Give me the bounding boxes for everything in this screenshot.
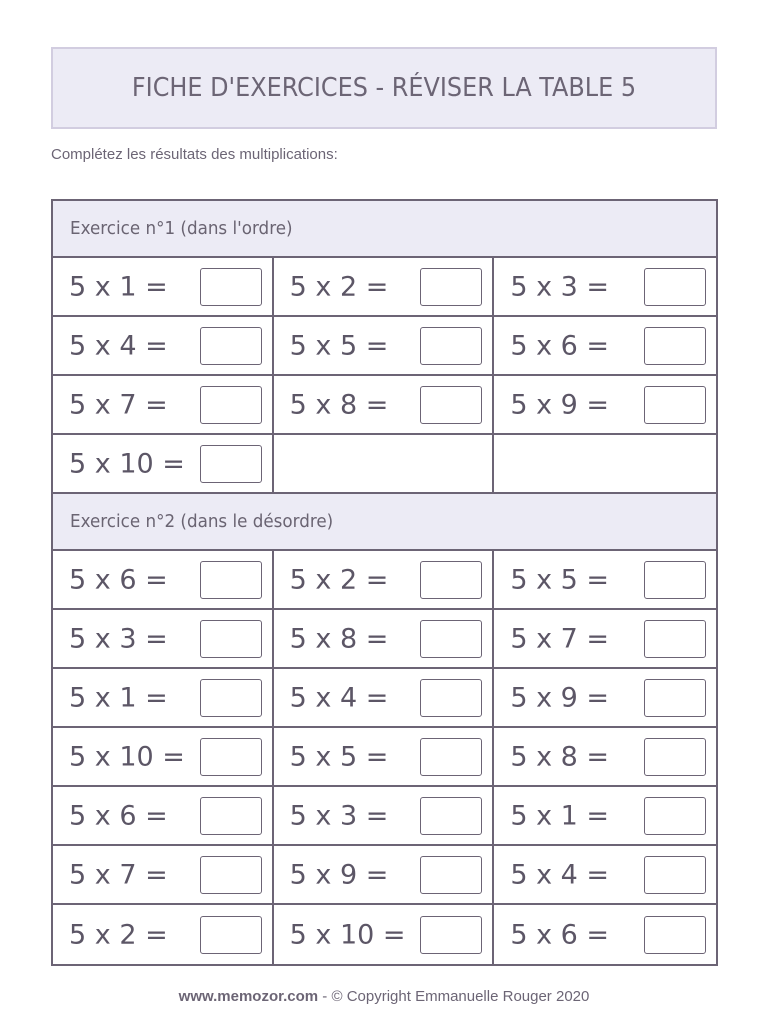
answer-box[interactable] bbox=[644, 386, 706, 424]
exercise-cell bbox=[274, 317, 495, 374]
answer-box[interactable] bbox=[420, 916, 482, 954]
multiplication-expression: 5 x 4 = bbox=[510, 859, 610, 890]
answer-box[interactable] bbox=[200, 386, 262, 424]
multiplication-expression: 5 x 5 = bbox=[289, 330, 389, 361]
answer-box[interactable] bbox=[200, 916, 262, 954]
exercise-row bbox=[53, 317, 716, 376]
exercise-cell bbox=[494, 669, 716, 726]
title-banner bbox=[51, 47, 717, 129]
multiplication-expression: 5 x 6 = bbox=[69, 800, 168, 831]
answer-box[interactable] bbox=[420, 268, 482, 306]
exercise-cell bbox=[494, 376, 716, 433]
exercise-cell bbox=[53, 787, 274, 844]
footer bbox=[0, 988, 768, 1005]
multiplication-expression: 5 x 4 = bbox=[289, 682, 389, 713]
empty-cell bbox=[494, 435, 716, 492]
answer-box[interactable] bbox=[200, 620, 262, 658]
answer-box[interactable] bbox=[644, 797, 706, 835]
section-heading-2 bbox=[53, 494, 716, 551]
multiplication-expression: 5 x 8 = bbox=[289, 389, 389, 420]
exercise-cell bbox=[53, 728, 274, 785]
exercise-cell bbox=[53, 376, 274, 433]
exercise-row bbox=[53, 846, 716, 905]
exercise-row bbox=[53, 610, 716, 669]
exercise-cell bbox=[274, 551, 495, 608]
exercise-grid bbox=[51, 199, 718, 966]
multiplication-expression: 5 x 2 = bbox=[69, 919, 168, 950]
answer-box[interactable] bbox=[200, 856, 262, 894]
multiplication-expression: 5 x 6 = bbox=[510, 330, 610, 361]
multiplication-expression: 5 x 9 = bbox=[289, 859, 389, 890]
exercise-cell bbox=[274, 669, 495, 726]
exercise-cell bbox=[274, 258, 495, 315]
exercise-cell bbox=[494, 610, 716, 667]
exercise-cell bbox=[494, 846, 716, 903]
answer-box[interactable] bbox=[420, 620, 482, 658]
footer-separator: - bbox=[318, 988, 332, 1005]
exercise-cell bbox=[53, 551, 274, 608]
answer-box[interactable] bbox=[420, 679, 482, 717]
instructions-text: Complétez les résultats des multiplications: bbox=[51, 146, 338, 163]
answer-box[interactable] bbox=[644, 679, 706, 717]
exercise-row bbox=[53, 787, 716, 846]
multiplication-expression: 5 x 6 = bbox=[69, 564, 168, 595]
answer-box[interactable] bbox=[644, 268, 706, 306]
multiplication-expression: 5 x 5 = bbox=[510, 564, 610, 595]
section-heading-label: Exercice n°2 (dans le désordre) bbox=[70, 511, 334, 532]
answer-box[interactable] bbox=[200, 561, 262, 599]
answer-box[interactable] bbox=[644, 738, 706, 776]
answer-box[interactable] bbox=[200, 268, 262, 306]
exercise-cell bbox=[274, 728, 495, 785]
exercise-row bbox=[53, 669, 716, 728]
answer-box[interactable] bbox=[644, 327, 706, 365]
exercise-cell bbox=[274, 905, 495, 964]
multiplication-expression: 5 x 1 = bbox=[69, 682, 168, 713]
exercise-row bbox=[53, 905, 716, 964]
exercise-cell bbox=[494, 905, 716, 964]
exercise-cell bbox=[274, 846, 495, 903]
exercise-cell bbox=[53, 846, 274, 903]
exercise-cell bbox=[274, 610, 495, 667]
answer-box[interactable] bbox=[200, 679, 262, 717]
empty-cell bbox=[274, 435, 495, 492]
multiplication-expression: 5 x 3 = bbox=[510, 271, 610, 302]
exercise-cell bbox=[53, 905, 274, 964]
multiplication-expression: 5 x 10 = bbox=[69, 448, 185, 479]
multiplication-expression: 5 x 5 = bbox=[289, 741, 389, 772]
multiplication-expression: 5 x 3 = bbox=[69, 623, 168, 654]
exercise-cell bbox=[494, 258, 716, 315]
multiplication-expression: 5 x 7 = bbox=[69, 859, 168, 890]
answer-box[interactable] bbox=[420, 797, 482, 835]
exercise-cell bbox=[494, 551, 716, 608]
exercise-row bbox=[53, 258, 716, 317]
multiplication-expression: 5 x 2 = bbox=[289, 271, 389, 302]
exercise-cell bbox=[53, 317, 274, 374]
exercise-cell bbox=[494, 728, 716, 785]
exercise-row bbox=[53, 728, 716, 787]
answer-box[interactable] bbox=[644, 916, 706, 954]
answer-box[interactable] bbox=[420, 856, 482, 894]
multiplication-expression: 5 x 7 = bbox=[69, 389, 168, 420]
answer-box[interactable] bbox=[200, 445, 262, 483]
answer-box[interactable] bbox=[420, 738, 482, 776]
multiplication-expression: 5 x 10 = bbox=[69, 741, 185, 772]
answer-box[interactable] bbox=[644, 561, 706, 599]
multiplication-expression: 5 x 3 = bbox=[289, 800, 389, 831]
exercise-cell bbox=[53, 669, 274, 726]
multiplication-expression: 5 x 6 = bbox=[510, 919, 610, 950]
exercise-row bbox=[53, 435, 716, 494]
answer-box[interactable] bbox=[200, 797, 262, 835]
footer-site: www.memozor.com bbox=[178, 988, 319, 1005]
multiplication-expression: 5 x 9 = bbox=[510, 389, 610, 420]
answer-box[interactable] bbox=[644, 856, 706, 894]
multiplication-expression: 5 x 8 = bbox=[289, 623, 389, 654]
multiplication-expression: 5 x 9 = bbox=[510, 682, 610, 713]
answer-box[interactable] bbox=[420, 327, 482, 365]
multiplication-expression: 5 x 1 = bbox=[510, 800, 610, 831]
multiplication-expression: 5 x 10 = bbox=[289, 919, 406, 950]
exercise-cell bbox=[494, 787, 716, 844]
exercise-row bbox=[53, 376, 716, 435]
exercise-row bbox=[53, 551, 716, 610]
answer-box[interactable] bbox=[200, 738, 262, 776]
page-title: FICHE D'EXERCICES - RÉVISER LA TABLE 5 bbox=[131, 73, 637, 103]
exercise-cell bbox=[274, 787, 495, 844]
answer-box[interactable] bbox=[200, 327, 262, 365]
multiplication-expression: 5 x 2 = bbox=[289, 564, 389, 595]
answer-box[interactable] bbox=[644, 620, 706, 658]
exercise-cell bbox=[53, 258, 274, 315]
multiplication-expression: 5 x 7 = bbox=[510, 623, 610, 654]
multiplication-expression: 5 x 4 = bbox=[69, 330, 168, 361]
footer-copyright: © Copyright Emmanuelle Rouger 2020 bbox=[331, 988, 590, 1005]
section-heading-1 bbox=[53, 201, 716, 258]
exercise-cell bbox=[53, 435, 274, 492]
exercise-cell bbox=[53, 610, 274, 667]
multiplication-expression: 5 x 1 = bbox=[69, 271, 168, 302]
answer-box[interactable] bbox=[420, 386, 482, 424]
multiplication-expression: 5 x 8 = bbox=[510, 741, 610, 772]
exercise-cell bbox=[494, 317, 716, 374]
section-heading-label: Exercice n°1 (dans l'ordre) bbox=[70, 218, 293, 239]
answer-box[interactable] bbox=[420, 561, 482, 599]
exercise-cell bbox=[274, 376, 495, 433]
